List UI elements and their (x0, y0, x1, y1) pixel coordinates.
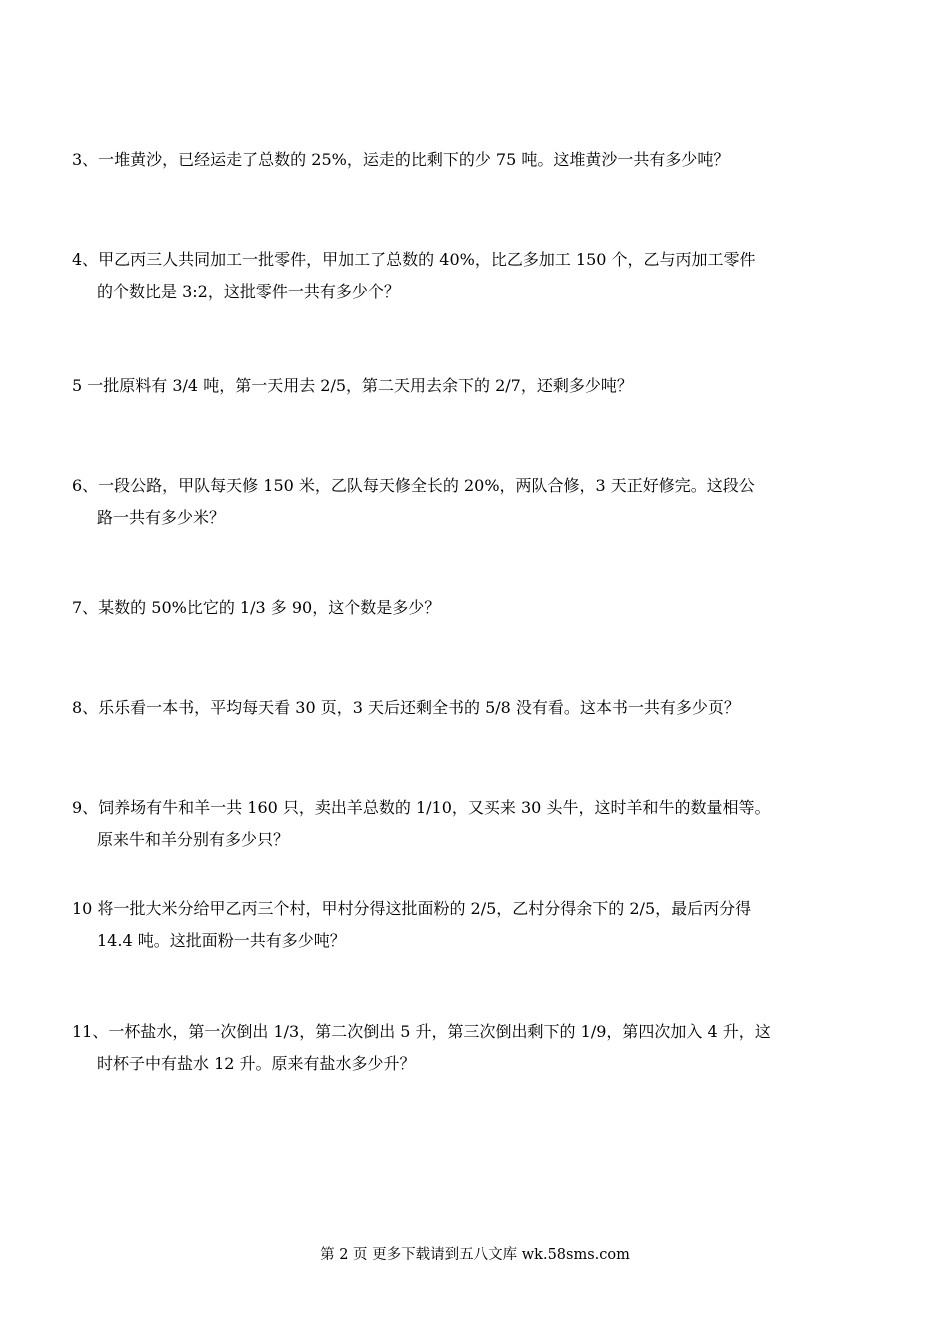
problem-line: 9、饲养场有牛和羊一共 160 只，卖出羊总数的 1/10，又买来 30 头牛，这时羊和牛的数量相等。 (72, 798, 771, 817)
problem-7 (72, 592, 880, 624)
problem-4 (72, 244, 880, 308)
problem-line: 4、甲乙丙三人共同加工一批零件，甲加工了总数的 40%，比乙多加工 150 个，乙与丙加工零件 (72, 250, 756, 269)
problem-5 (72, 370, 880, 402)
problem-line: 11、一杯盐水，第一次倒出 1/3，第二次倒出 5 升，第三次倒出剩下的 1/9，第四次加入 4 升，这 (72, 1022, 771, 1041)
problem-6 (72, 470, 880, 534)
problem-line: 时杯子中有盐水 12 升。原来有盐水多少升？ (97, 1054, 416, 1073)
page-footer: 第 2 页 更多下载请到五八文库 wk.58sms.com (320, 1247, 630, 1263)
problem-line: 7、某数的 50%比它的 1/3 多 90，这个数是多少？ (72, 598, 441, 617)
problem-line: 6、一段公路，甲队每天修 150 米，乙队每天修全长的 20%，两队合修，3 天正好修完。这段公 (72, 476, 755, 495)
problem-line: 的个数比是 3:2，这批零件一共有多少个？ (97, 282, 400, 301)
problem-11 (72, 1016, 880, 1080)
problem-line: 14.4 吨。这批面粉一共有多少吨？ (97, 931, 346, 950)
problem-10 (72, 893, 880, 957)
problem-3 (72, 144, 880, 176)
problem-8 (72, 692, 880, 724)
problem-line: 路一共有多少米？ (97, 508, 226, 527)
problem-line: 5 一批原料有 3/4 吨，第一天用去 2/5，第二天用去余下的 2/7，还剩多少吨？ (72, 376, 633, 395)
problem-line: 10 将一批大米分给甲乙丙三个村，甲村分得这批面粉的 2/5，乙村分得余下的 2/5，最后丙分得 (72, 899, 752, 918)
problem-line: 3、一堆黄沙，已经运走了总数的 25%，运走的比剩下的少 75 吨。这堆黄沙一共有多少吨？ (72, 150, 730, 169)
problem-9 (72, 792, 880, 856)
problem-line: 原来牛和羊分别有多少只？ (97, 830, 290, 849)
problem-line: 8、乐乐看一本书，平均每天看 30 页，3 天后还剩全书的 5/8 没有看。这本书一共有多少页？ (72, 698, 740, 717)
